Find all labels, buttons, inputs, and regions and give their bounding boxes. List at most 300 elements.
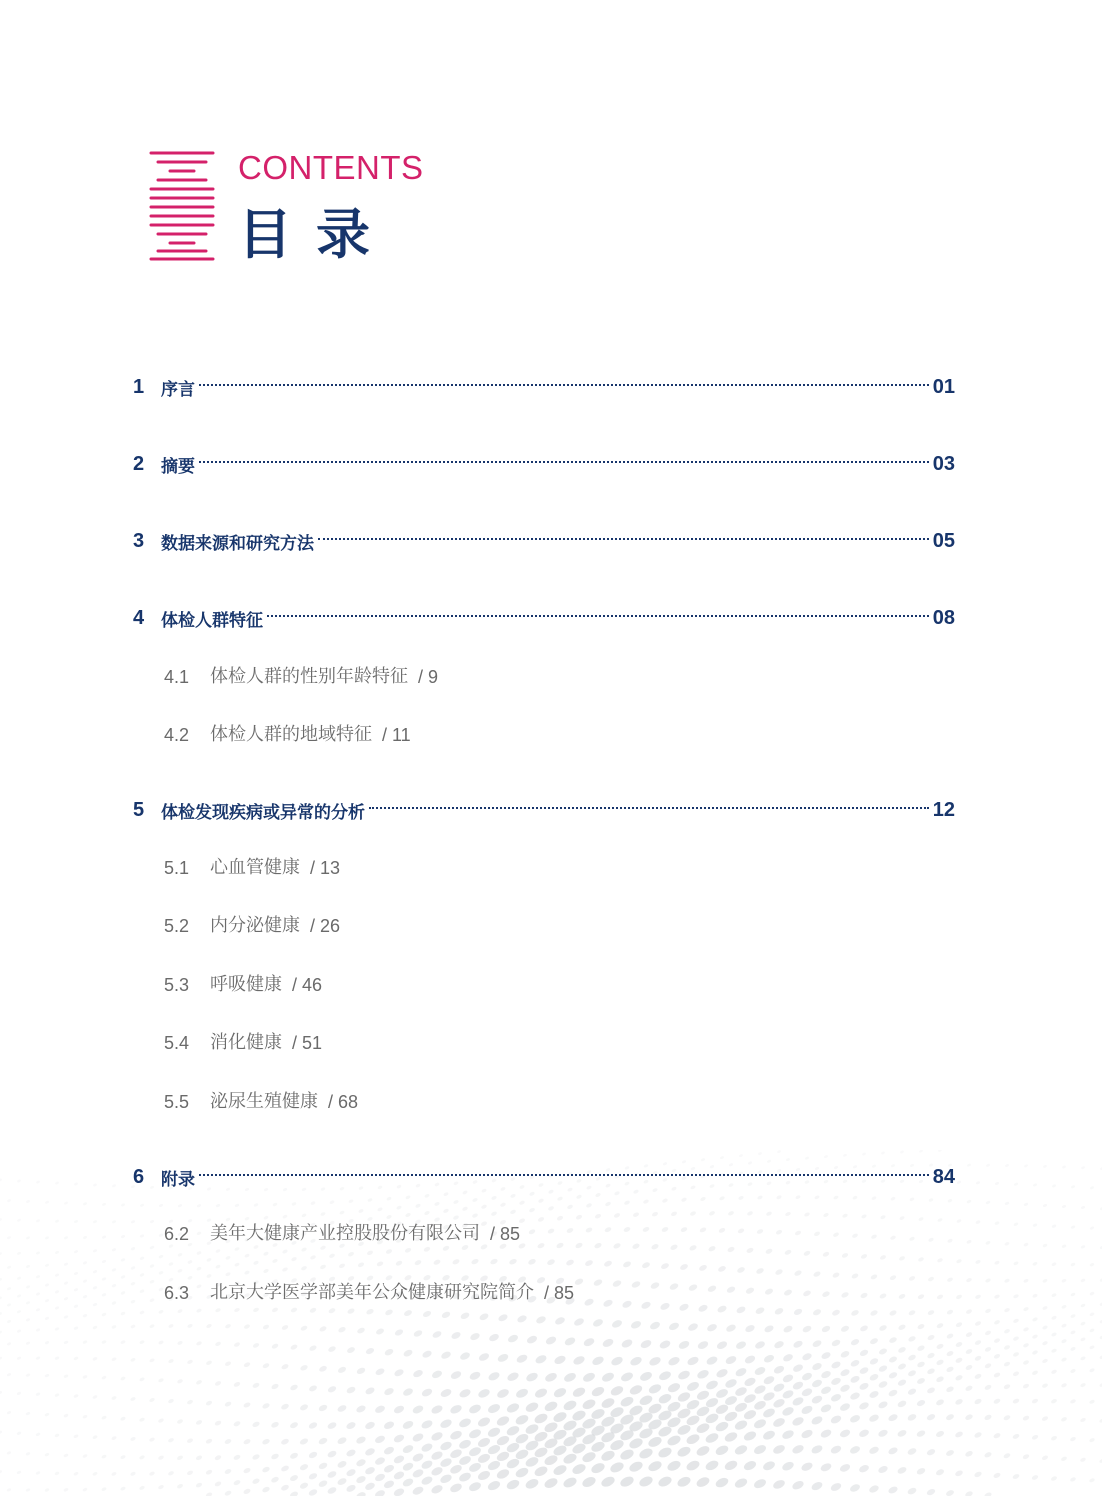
background-dot [468, 1480, 483, 1492]
background-dot [253, 1203, 258, 1208]
background-dot [1004, 1201, 1009, 1205]
background-dot [339, 1210, 345, 1215]
background-dot [120, 1234, 125, 1238]
background-dot [384, 1308, 393, 1316]
background-dot [263, 1268, 270, 1274]
background-dot [812, 1339, 823, 1348]
background-dot [926, 1448, 936, 1457]
background-dot [73, 1394, 79, 1399]
section-page: / 13 [310, 858, 341, 878]
section-page: / 85 [490, 1224, 521, 1244]
background-dot [0, 1296, 2, 1300]
background-dot [841, 1291, 850, 1299]
background-dot [795, 1195, 801, 1200]
background-dot [697, 1304, 708, 1314]
background-dot [327, 1345, 336, 1353]
background-dot [907, 1447, 918, 1456]
background-dot [985, 1240, 991, 1245]
background-dot [839, 1428, 852, 1439]
background-dot [111, 1325, 117, 1330]
toc-chapter-6[interactable] [133, 1162, 955, 1192]
section-page: / 26 [310, 916, 341, 936]
background-dot [602, 1298, 613, 1308]
background-dot [433, 1259, 441, 1266]
background-dot [280, 1438, 290, 1446]
background-dot [919, 1150, 924, 1153]
background-dot [510, 1193, 516, 1198]
background-dot [490, 1211, 497, 1217]
background-dot [1013, 1222, 1019, 1227]
background-dot [762, 1375, 775, 1386]
background-dot [985, 1278, 992, 1284]
background-dot [168, 1358, 175, 1364]
background-dot [505, 1457, 520, 1470]
background-dot [120, 1258, 125, 1262]
background-dot [505, 1424, 520, 1437]
background-dot [458, 1454, 472, 1466]
background-dot [93, 1183, 98, 1187]
background-dot [7, 1236, 12, 1240]
background-dot [764, 1287, 774, 1295]
background-dot [1070, 1346, 1076, 1351]
background-dot [680, 1226, 688, 1233]
background-dot [1042, 1203, 1047, 1207]
background-dot [63, 1297, 68, 1301]
background-dot [956, 1180, 961, 1184]
background-dot [772, 1443, 786, 1455]
background-dot [167, 1437, 174, 1443]
background-dot [1004, 1307, 1011, 1313]
background-dot [739, 1154, 744, 1158]
background-dot [130, 1266, 135, 1271]
background-dot [243, 1324, 250, 1330]
background-dot [860, 1253, 868, 1259]
background-dot [252, 1421, 261, 1428]
background-dot [754, 1340, 766, 1350]
background-dot [928, 1198, 934, 1203]
background-dot [543, 1476, 559, 1490]
toc-chapter-1[interactable] [133, 372, 955, 402]
background-dot [327, 1486, 338, 1495]
background-dot [964, 1413, 973, 1421]
background-dot [262, 1324, 270, 1330]
toc-chapter-3[interactable] [133, 526, 955, 556]
background-dot [660, 1262, 670, 1270]
background-dot [364, 1481, 376, 1491]
background-dot [36, 1180, 41, 1184]
background-dot [861, 1214, 867, 1219]
background-dot [544, 1371, 558, 1383]
background-dot [36, 1251, 41, 1255]
background-dot [632, 1212, 639, 1218]
background-dot [149, 1437, 156, 1443]
toc-chapter-4[interactable] [133, 603, 955, 633]
background-dot [434, 1201, 440, 1206]
section-page: / 85 [544, 1283, 575, 1303]
background-dot [420, 1442, 433, 1453]
background-dot [619, 1448, 635, 1462]
background-dot [582, 1337, 595, 1348]
background-dot [927, 1334, 935, 1341]
background-dot [1022, 1415, 1030, 1422]
background-dot [820, 1370, 832, 1380]
background-dot [7, 1342, 12, 1346]
background-dot [777, 1150, 782, 1154]
background-dot [82, 1279, 87, 1283]
background-dot [624, 1200, 631, 1206]
background-dot [571, 1386, 586, 1399]
background-dot [244, 1270, 250, 1275]
background-dot [0, 1470, 3, 1474]
background-dot [374, 1404, 386, 1414]
background-dot [850, 1359, 861, 1368]
background-dot [1051, 1348, 1058, 1354]
background-dot [801, 1371, 813, 1381]
background-dot [130, 1357, 136, 1362]
background-dot [774, 1307, 784, 1316]
background-dot [1080, 1382, 1087, 1388]
background-dot [63, 1453, 69, 1458]
background-dot [629, 1355, 643, 1367]
background-dot [677, 1369, 691, 1381]
background-dot [308, 1384, 318, 1392]
background-dot [897, 1429, 908, 1438]
background-dot [727, 1246, 736, 1253]
background-dot [402, 1419, 415, 1430]
background-dot [7, 1265, 12, 1269]
background-dot [430, 1450, 444, 1462]
background-dot [411, 1404, 424, 1415]
background-dot [7, 1319, 12, 1323]
background-dot [966, 1239, 972, 1244]
background-dot [1014, 1182, 1019, 1186]
chapter-number: 3 [133, 529, 145, 552]
background-dot [830, 1444, 843, 1455]
background-dot [792, 1380, 805, 1391]
background-dot [515, 1353, 528, 1364]
background-dot [345, 1484, 356, 1494]
background-dot [696, 1389, 711, 1402]
background-dot [82, 1313, 87, 1317]
background-dot [756, 1228, 764, 1234]
background-dot [605, 1201, 612, 1207]
background-dot [215, 1249, 221, 1254]
background-dot [469, 1332, 481, 1342]
background-dot [661, 1226, 669, 1233]
background-dot [628, 1436, 644, 1450]
background-dot [364, 1447, 376, 1457]
section-page: / 9 [418, 667, 439, 687]
background-dot [871, 1234, 878, 1240]
background-dot [562, 1452, 578, 1466]
background-dot [583, 1297, 594, 1307]
background-dot [696, 1368, 710, 1380]
background-dot [16, 1391, 21, 1395]
background-dot [139, 1377, 145, 1382]
background-dot [859, 1324, 869, 1332]
background-dot [946, 1366, 955, 1373]
background-dot [916, 1429, 926, 1438]
background-dot [101, 1277, 106, 1281]
background-dot [252, 1342, 260, 1348]
background-dot [868, 1390, 879, 1399]
background-dot [1003, 1344, 1010, 1350]
background-dot [92, 1325, 97, 1330]
background-dot [338, 1263, 345, 1269]
background-dot [975, 1259, 981, 1264]
background-dot [666, 1459, 682, 1473]
background-dot [101, 1312, 106, 1317]
background-dot [784, 1249, 792, 1256]
background-dot [547, 1228, 555, 1235]
background-dot [800, 1428, 814, 1440]
background-dot [346, 1386, 357, 1395]
background-dot [177, 1252, 183, 1257]
background-dot [0, 1252, 2, 1256]
background-dot [877, 1428, 889, 1438]
background-dot [758, 1152, 763, 1156]
background-dot [1031, 1434, 1039, 1440]
background-dot [801, 1387, 814, 1398]
toc-section-4-1[interactable] [164, 662, 438, 692]
background-dot [734, 1386, 748, 1398]
background-dot [206, 1257, 212, 1262]
background-dot [609, 1384, 624, 1397]
background-dot [477, 1387, 491, 1399]
background-dot [507, 1333, 519, 1343]
background-dot [158, 1484, 165, 1490]
background-dot [452, 1258, 461, 1265]
background-dot [215, 1203, 220, 1207]
background-dot [328, 1307, 336, 1314]
background-dot [647, 1383, 662, 1396]
background-dot [621, 1299, 632, 1309]
background-dot [1042, 1340, 1049, 1346]
background-dot [487, 1371, 501, 1382]
background-dot [1051, 1315, 1057, 1320]
background-dot [1012, 1351, 1019, 1357]
background-dot [120, 1486, 126, 1491]
background-dot [420, 1459, 433, 1470]
background-dot [762, 1460, 777, 1472]
background-dot [823, 1212, 830, 1218]
background-dot [355, 1475, 367, 1485]
background-dot [839, 1383, 851, 1393]
background-dot [746, 1210, 753, 1216]
background-dot [612, 1279, 623, 1288]
background-dot [487, 1402, 502, 1415]
background-dot [443, 1208, 450, 1214]
background-dot [186, 1399, 193, 1405]
background-dot [168, 1262, 174, 1267]
background-dot [1003, 1414, 1011, 1421]
background-dot [785, 1211, 792, 1217]
background-dot [810, 1480, 823, 1491]
background-dot [594, 1242, 603, 1249]
background-dot [830, 1482, 843, 1493]
background-dot [858, 1382, 869, 1391]
contents-heading-zh: 目录 [238, 203, 394, 266]
background-dot [890, 1196, 896, 1201]
background-dot [667, 1355, 681, 1367]
background-dot [497, 1352, 510, 1363]
background-dot [772, 1416, 786, 1428]
background-dot [868, 1484, 880, 1494]
toc-section-5-3[interactable] [164, 970, 322, 1000]
background-dot [17, 1179, 22, 1183]
background-dot [224, 1468, 232, 1475]
background-dot [44, 1316, 49, 1320]
background-dot [149, 1245, 154, 1249]
background-dot [858, 1401, 870, 1411]
background-dot [0, 1356, 2, 1360]
toc-section-6-3[interactable] [164, 1278, 574, 1308]
background-dot [603, 1260, 613, 1268]
background-dot [318, 1437, 329, 1446]
background-dot [139, 1234, 144, 1238]
background-dot [290, 1344, 298, 1351]
background-dot [813, 1270, 822, 1277]
background-dot [196, 1204, 201, 1208]
background-dot [301, 1265, 308, 1271]
background-dot [639, 1370, 654, 1382]
background-dot [459, 1351, 471, 1361]
background-dot [880, 1215, 886, 1220]
background-dot [92, 1286, 97, 1290]
background-dot [261, 1438, 270, 1446]
background-dot [468, 1428, 483, 1440]
background-dot [908, 1275, 915, 1281]
background-dot [149, 1324, 155, 1329]
background-dot [1004, 1241, 1010, 1246]
background-dot [271, 1343, 279, 1350]
background-dot [928, 1237, 934, 1242]
background-dot [496, 1387, 510, 1399]
background-dot [734, 1401, 749, 1414]
background-dot [849, 1414, 861, 1424]
background-dot [327, 1421, 338, 1430]
background-dot [355, 1435, 367, 1445]
toc-chapter-2[interactable] [133, 449, 955, 479]
background-dot [327, 1470, 338, 1479]
background-dot [591, 1355, 605, 1367]
toc-section-4-2[interactable] [164, 720, 411, 750]
background-dot [514, 1466, 530, 1479]
background-dot [849, 1375, 860, 1384]
background-dot [402, 1444, 415, 1455]
striped-emblem-icon [148, 150, 216, 262]
background-dot [111, 1436, 117, 1441]
background-dot [918, 1217, 924, 1222]
background-dot [658, 1370, 673, 1382]
background-dot [393, 1454, 406, 1465]
background-dot [993, 1398, 1001, 1405]
background-dot [54, 1306, 59, 1310]
background-dot [318, 1404, 328, 1413]
background-dot [158, 1455, 165, 1461]
background-dot [36, 1219, 41, 1223]
background-dot [647, 1459, 663, 1473]
toc-section-6-2[interactable] [164, 1219, 520, 1249]
chapter-number: 5 [133, 798, 145, 821]
background-dot [413, 1329, 424, 1338]
section-number: 5.5 [164, 1092, 190, 1112]
background-dot [63, 1281, 68, 1285]
background-dot [678, 1303, 689, 1313]
background-dot [974, 1398, 983, 1405]
background-dot [1012, 1433, 1020, 1440]
background-dot [252, 1453, 261, 1460]
background-dot [130, 1471, 136, 1476]
background-dot [139, 1310, 145, 1315]
background-dot [44, 1488, 49, 1493]
toc-section-5-1[interactable] [164, 853, 340, 883]
toc-chapter-5[interactable] [133, 795, 955, 825]
background-dot [411, 1485, 424, 1496]
background-dot [733, 1443, 748, 1456]
background-dot [708, 1245, 717, 1252]
background-dot [782, 1373, 795, 1384]
toc-section-5-2[interactable] [164, 911, 340, 941]
toc-section-5-5[interactable] [164, 1087, 358, 1117]
background-dot [830, 1414, 843, 1425]
background-dot [35, 1328, 40, 1332]
background-dot [571, 1462, 587, 1476]
background-dot [6, 1410, 11, 1414]
background-dot [955, 1341, 963, 1348]
background-dot [613, 1242, 622, 1249]
background-dot [515, 1387, 530, 1399]
background-dot [233, 1454, 241, 1461]
background-dot [0, 1277, 2, 1281]
background-dot [632, 1242, 641, 1249]
background-dot [975, 1181, 980, 1185]
background-dot [443, 1192, 449, 1197]
background-dot [670, 1211, 677, 1217]
background-dot [878, 1380, 889, 1389]
background-dot [35, 1308, 40, 1312]
background-dot [1023, 1306, 1030, 1312]
toc-section-5-4[interactable] [164, 1028, 322, 1058]
background-dot [44, 1412, 49, 1417]
background-dot [234, 1262, 240, 1267]
background-dot [214, 1454, 222, 1461]
background-dot [168, 1323, 174, 1328]
background-dot [543, 1453, 559, 1467]
background-dot [393, 1433, 406, 1444]
background-dot [1032, 1350, 1039, 1356]
background-dot [993, 1472, 1001, 1479]
background-dot [727, 1210, 734, 1216]
background-dot [723, 1430, 738, 1443]
background-dot [262, 1362, 270, 1369]
background-dot [851, 1273, 859, 1280]
background-dot [926, 1413, 936, 1422]
background-dot [243, 1488, 252, 1495]
background-dot [291, 1202, 297, 1207]
background-dot [195, 1419, 203, 1425]
background-dot [813, 1231, 820, 1237]
background-dot [44, 1373, 49, 1377]
background-dot [393, 1470, 406, 1481]
background-dot [918, 1256, 925, 1262]
background-dot [887, 1485, 898, 1494]
background-dot [149, 1264, 154, 1269]
background-dot [831, 1309, 841, 1317]
background-dot [994, 1260, 1000, 1265]
background-dot [781, 1429, 795, 1441]
background-dot [984, 1362, 992, 1369]
